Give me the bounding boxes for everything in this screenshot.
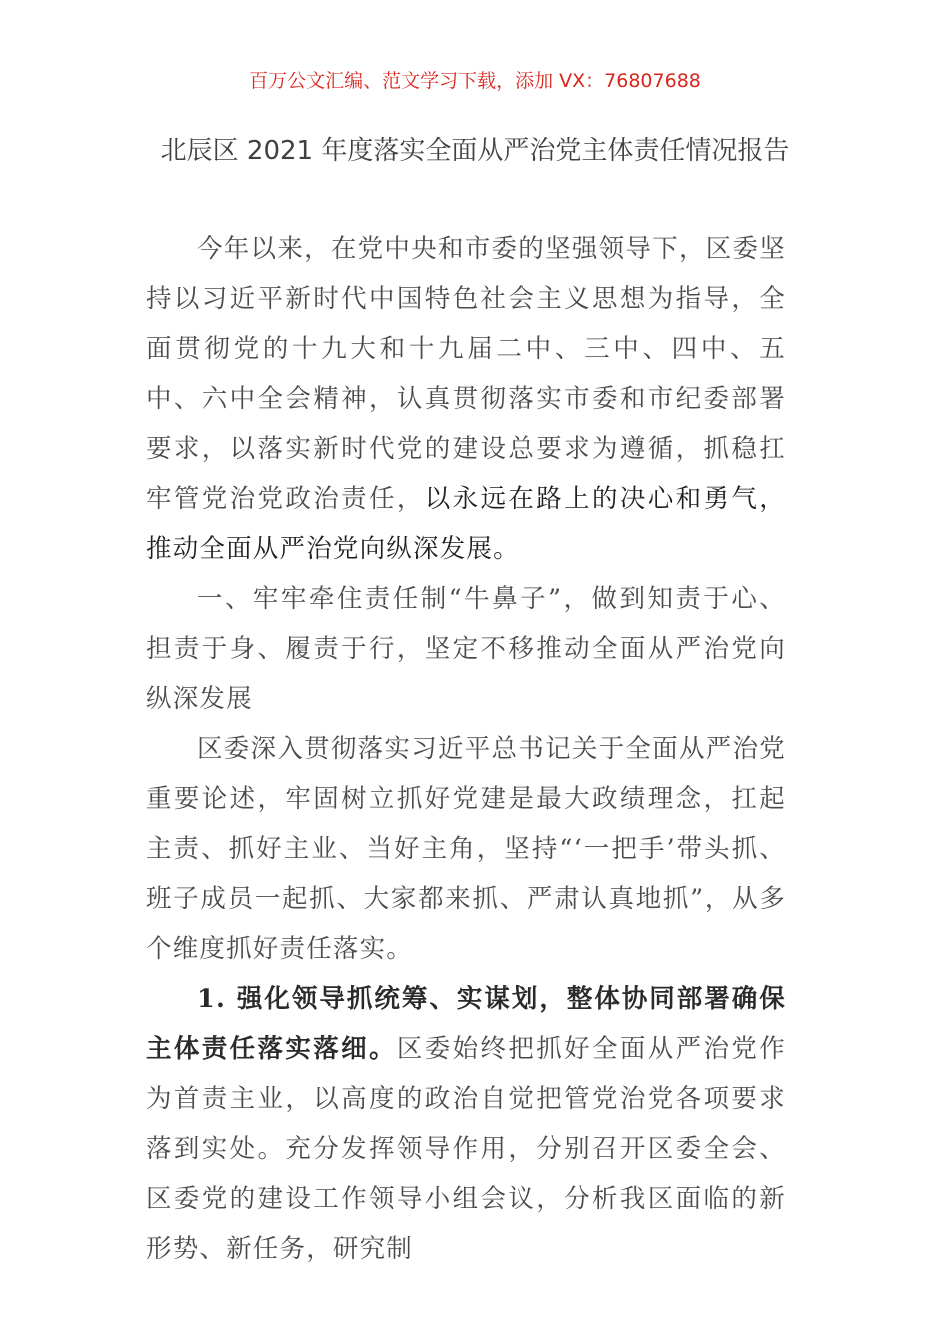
promo-banner: 百万公文汇编、范文学习下载，添加 VX：76807688 [249, 70, 701, 92]
document-title: 北辰区 2021 年度落实全面从严治党主体责任情况报告 [160, 136, 790, 166]
section-1-paragraph: 区委深入贯彻落实习近平总书记关于全面从严治党重要论述，牢固树立抓好党建是最大政绩理念，扛起主责、抓好主业、当好主角，坚持“‘一把手’带头抓、班子成员一起抓、大家都来抓、严肃认真地抓”，从多个维度抓好责任落实。 [146, 734, 786, 964]
document-body [146, 224, 786, 1274]
section-1-heading: 一、牢牢牵住责任制“牛鼻子”，做到知责于心、担责于身、履责于行，坚定不移推动全面从严治党向纵深发展 [146, 584, 786, 714]
intro-text-part2: 以永远在路上的决心和勇气，推动全面从严治党向纵深发展。 [146, 484, 786, 564]
intro-text-part1: 今年以来，在党中央和市委的坚强领导下，区委坚持以习近平新时代中国特色社会主义思想为指导，全面贯彻党的十九大和十九届二中、三中、四中、五中、六中全会精神，认真贯彻落实市委和市纪委部署要求，以落实新时代党的建设总要求为遵循，抓稳扛牢管党治党政治责任， [146, 234, 786, 514]
item-1-body: 区委始终把抓好全面从严治党作为首责主业，以高度的政治自觉把管党治党各项要求落到实处。充分发挥领导作用，分别召开区委全会、区委党的建设工作领导小组会议，分析我区面临的新形势、新任务，研究制 [146, 1034, 786, 1264]
intro-paragraph [146, 224, 786, 574]
item-1-paragraph [146, 974, 786, 1274]
item-1-lead: 1. 强化领导抓统筹、实谋划，整体协同部署确保主体责任落实落细。 [146, 984, 786, 1064]
